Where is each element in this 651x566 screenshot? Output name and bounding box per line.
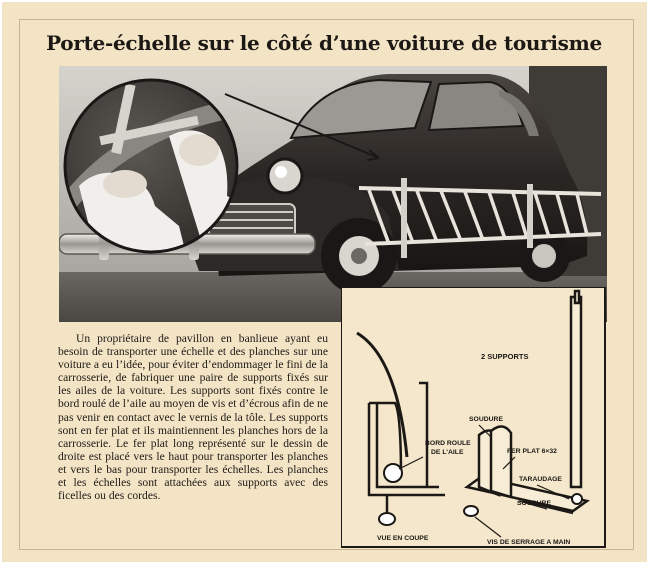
- label-bord-roule-2: DE L’AILE: [431, 449, 464, 456]
- label-fer-plat: FER PLAT 6×32: [507, 448, 557, 455]
- section-thumbscrew: [379, 513, 395, 525]
- label-bord-roule-1: BORD ROULE: [425, 440, 471, 447]
- section-bolt: [384, 464, 402, 482]
- diagram-heading: 2 SUPPORTS: [481, 352, 529, 361]
- label-vue-en-coupe: VUE EN COUPE: [377, 535, 429, 542]
- label-soudure-top: SOUDURE: [469, 416, 503, 423]
- ladder-bracket-rear: [527, 184, 533, 248]
- article-title: Porte-échelle sur le côté d’une voiture de tourisme: [46, 31, 602, 55]
- ladder-bracket-front: [401, 178, 407, 258]
- article-body: Un propriétaire de pavillon en banlieue ayant eu besoin de transporter une échelle et des planches sur une voiture a eu l’idée, pour éviter d’endommager le fini de la carrosserie, de fabriquer une paire de supports fixés sur les ailes de la voiture. Les supports sont fixés contre le bord roulé de l’aile au moyen de vis et d’écrous afin de ne pas venir en contact avec le vernis de la tôle. Les supports sont en fer plat et ils maintiennent les planches hors de la carrosserie. Le fer plat long représenté sur le dessin de droite est placé vers le haut pour transporter les planches et vers le bas pour transporter les échelles. Les planches et les échelles sont attachées aux supports avec des ficelles ou des cordes.: [58, 332, 328, 503]
- car-photo: [59, 66, 607, 322]
- label-taraudage: TARAUDAGE: [519, 476, 562, 483]
- label-vis-serrage: VIS DE SERRAGE A MAIN: [487, 539, 571, 546]
- label-soudure-bottom: SOUDURE: [517, 500, 551, 507]
- iso-thumbscrew: [464, 506, 478, 516]
- support-diagram: [341, 287, 607, 551]
